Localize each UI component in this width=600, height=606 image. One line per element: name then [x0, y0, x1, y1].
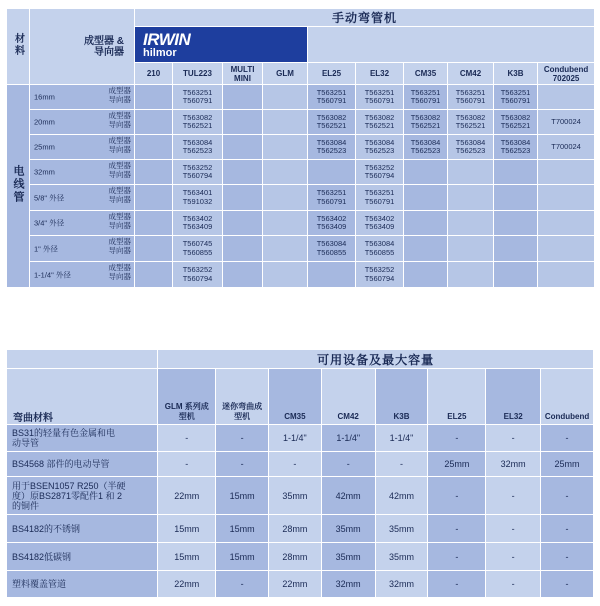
column-header: CM42	[448, 63, 494, 85]
capacity-cell: -	[375, 452, 428, 477]
column-header: EL25	[308, 63, 356, 85]
capacity-cell: -	[541, 477, 594, 515]
part-number-cell	[404, 185, 448, 211]
part-number-cell: T563082 T562521	[356, 110, 404, 135]
part-number-cell	[135, 236, 173, 262]
part-number-cell	[404, 236, 448, 262]
part-number-cell	[308, 262, 356, 288]
column-header: 210	[135, 63, 173, 85]
former-label: 成型器	[108, 86, 131, 95]
capacity-cell: 32mm	[486, 452, 541, 477]
part-number-cell: T563084 T560855	[356, 236, 404, 262]
part-number-cell	[538, 211, 595, 236]
capacity-cell: 28mm	[268, 543, 321, 571]
part-number-cell	[494, 185, 538, 211]
size-label: 20mm	[34, 117, 55, 127]
former-label: 成型器	[108, 111, 131, 120]
size-cell	[30, 185, 135, 211]
role-labels	[109, 187, 132, 204]
capacity-cell: -	[541, 425, 594, 452]
part-number-cell	[263, 85, 308, 110]
capacity-cell: -	[216, 425, 269, 452]
column-header: CM35	[404, 63, 448, 85]
part-number-cell	[135, 160, 173, 185]
capacity-table	[6, 349, 594, 598]
capacity-cell: 22mm	[158, 477, 216, 515]
material-row-label: 塑料覆盖管道	[7, 571, 158, 598]
category-text: 电线管	[12, 165, 24, 204]
capacity-cell: -	[541, 515, 594, 543]
table-row	[7, 211, 595, 236]
column-header: K3B	[494, 63, 538, 85]
capacity-cell: 15mm	[158, 515, 216, 543]
capacity-cell: 15mm	[158, 543, 216, 571]
former-label: 成型器	[108, 136, 131, 145]
part-number-cell	[494, 211, 538, 236]
part-number-cell	[538, 85, 595, 110]
former-label: 成型器	[108, 212, 131, 221]
capacity-cell: -	[486, 543, 541, 571]
part-number-cell	[538, 185, 595, 211]
capacity-cell: -	[268, 452, 321, 477]
capacity-cell: 15mm	[216, 515, 269, 543]
capacity-cell: 15mm	[216, 477, 269, 515]
part-number-cell	[448, 211, 494, 236]
guide-label: 导向器	[108, 169, 131, 179]
capacity-cell: -	[216, 452, 269, 477]
capacity-cell: -	[428, 571, 486, 598]
part-number-cell	[135, 110, 173, 135]
part-number-cell	[494, 160, 538, 185]
column-header: K3B	[375, 369, 428, 425]
capacity-cell: 1-1/4"	[268, 425, 321, 452]
capacity-cell: -	[428, 515, 486, 543]
guide-label: 导向器	[108, 271, 131, 281]
part-number-cell	[538, 160, 595, 185]
part-number-cell	[223, 236, 263, 262]
capacity-cell: -	[541, 543, 594, 571]
guide-label: 导向器	[108, 144, 131, 154]
table-row	[7, 135, 595, 160]
part-number-cell: T563251 T560791	[308, 85, 356, 110]
capacity-cell: -	[158, 452, 216, 477]
capacity-cell: 25mm	[541, 452, 594, 477]
part-number-cell: T563402 T563409	[356, 211, 404, 236]
part-number-cell: T563402 T563409	[173, 211, 223, 236]
capacity-cell: 35mm	[321, 515, 375, 543]
role-labels	[109, 264, 132, 281]
part-number-cell	[135, 211, 173, 236]
part-number-cell	[135, 262, 173, 288]
part-number-cell: T563084 T562523	[173, 135, 223, 160]
irwin-hilmor-logo: IRWIN hilmor	[135, 27, 308, 63]
former-label: 成型器	[108, 161, 131, 170]
category-label	[7, 85, 30, 288]
part-number-cell	[263, 211, 308, 236]
size-cell	[30, 160, 135, 185]
part-number-cell	[448, 236, 494, 262]
column-header: CM42	[321, 369, 375, 425]
capacity-cell: 32mm	[375, 571, 428, 598]
part-number-cell: T563082 T562521	[448, 110, 494, 135]
capacity-cell: -	[428, 477, 486, 515]
guide-label: 导向器	[108, 220, 131, 230]
table-row	[7, 571, 594, 598]
part-number-cell: T563251 T560791	[173, 85, 223, 110]
part-number-cell: T563251 T560791	[404, 85, 448, 110]
guide-label: 导向器	[108, 194, 131, 204]
role-labels	[109, 137, 132, 154]
part-number-cell: T563251 T560791	[356, 185, 404, 211]
column-header: EL32	[486, 369, 541, 425]
part-number-cell	[538, 262, 595, 288]
size-label: 32mm	[34, 167, 55, 177]
part-number-cell	[448, 160, 494, 185]
part-number-cell	[135, 85, 173, 110]
size-cell	[30, 236, 135, 262]
table2-title: 可用设备及最大容量	[158, 350, 594, 369]
size-label: 5/8" 外径	[34, 193, 65, 202]
part-number-cell: T563084 T562523	[494, 135, 538, 160]
capacity-cell: 35mm	[375, 543, 428, 571]
former-label: 成型器	[108, 186, 131, 195]
column-header: 迷你弯曲成 型机	[216, 369, 269, 425]
material-label: 材料	[7, 9, 30, 85]
part-number-cell: T563082 T562521	[308, 110, 356, 135]
table1-title: 手动弯管机	[135, 9, 595, 27]
column-header: Condubend	[541, 369, 594, 425]
size-label: 3/4" 外径	[34, 218, 65, 228]
part-number-cell: T563082 T562521	[173, 110, 223, 135]
capacity-cell: -	[486, 571, 541, 598]
capacity-cell: 42mm	[321, 477, 375, 515]
column-header: GLM 系列成 型机	[158, 369, 216, 425]
part-number-cell: T560745 T560855	[173, 236, 223, 262]
guide-label: 导向器	[108, 94, 131, 104]
part-number-cell	[263, 135, 308, 160]
size-cell	[30, 211, 135, 236]
table-row	[7, 452, 594, 477]
part-number-cell: T700024	[538, 110, 595, 135]
table-row	[7, 236, 595, 262]
capacity-cell: 28mm	[268, 515, 321, 543]
material-row-label: BS4568 部件的电动导管	[7, 452, 158, 477]
capacity-cell: -	[321, 452, 375, 477]
part-number-cell: T563251 T560791	[448, 85, 494, 110]
size-label: 25mm	[34, 142, 55, 152]
role-labels	[109, 238, 132, 255]
part-number-cell	[448, 262, 494, 288]
part-number-cell: T563084 T562523	[404, 135, 448, 160]
material-row-label: BS4182低碳钢	[7, 543, 158, 571]
table-row	[7, 185, 595, 211]
part-number-cell	[223, 160, 263, 185]
material-row-label: BS4182的不锈钢	[7, 515, 158, 543]
capacity-cell: 1-1/4"	[375, 425, 428, 452]
table-row	[7, 85, 595, 110]
guide-label: 导向器	[108, 119, 131, 129]
capacity-cell: -	[486, 515, 541, 543]
part-number-cell	[263, 236, 308, 262]
part-number-cell: T563252 T560794	[173, 160, 223, 185]
part-number-cell	[404, 211, 448, 236]
part-number-cell	[223, 135, 263, 160]
table-row	[7, 515, 594, 543]
part-number-cell	[494, 236, 538, 262]
part-number-cell	[223, 85, 263, 110]
part-number-cell: T563084 T560855	[308, 236, 356, 262]
role-labels	[109, 112, 132, 129]
capacity-cell: -	[486, 425, 541, 452]
part-number-cell: T563252 T560794	[356, 160, 404, 185]
guide-label: 导向器	[108, 245, 131, 255]
column-header: GLM	[263, 63, 308, 85]
capacity-cell: -	[158, 425, 216, 452]
part-number-cell	[135, 185, 173, 211]
former-label: 成型器	[108, 263, 131, 272]
capacity-cell: -	[541, 571, 594, 598]
table-row	[7, 262, 595, 288]
capacity-cell: 1-1/4"	[321, 425, 375, 452]
part-number-cell: T563082 T562521	[494, 110, 538, 135]
capacity-cell: -	[486, 477, 541, 515]
part-number-cell	[404, 160, 448, 185]
capacity-cell: 35mm	[268, 477, 321, 515]
capacity-cell: 22mm	[158, 571, 216, 598]
role-labels	[109, 162, 132, 179]
part-number-cell	[135, 135, 173, 160]
part-number-cell: T563252 T560794	[173, 262, 223, 288]
column-header: EL25	[428, 369, 486, 425]
part-number-cell	[263, 110, 308, 135]
part-number-cell: T563401 T591032	[173, 185, 223, 211]
capacity-cell: 25mm	[428, 452, 486, 477]
part-number-cell	[404, 262, 448, 288]
part-number-cell	[263, 185, 308, 211]
part-number-cell	[223, 110, 263, 135]
table-row	[7, 477, 594, 515]
role-labels	[109, 213, 132, 230]
capacity-cell: 22mm	[268, 571, 321, 598]
column-header: TUL223	[173, 63, 223, 85]
part-number-cell	[223, 211, 263, 236]
column-header: Condubend 702025	[538, 63, 595, 85]
size-label: 1" 外径	[34, 244, 58, 253]
former-guide-corner: 成型器 & 导向器	[30, 9, 135, 85]
table-row	[7, 543, 594, 571]
part-number-cell: T563251 T560791	[356, 85, 404, 110]
material-row-label: BS31的轻量有色金属和电 动导管	[7, 425, 158, 452]
column-header: MULTI MINI	[223, 63, 263, 85]
part-number-cell: T700024	[538, 135, 595, 160]
manual-bender-table	[6, 8, 595, 288]
size-cell	[30, 262, 135, 288]
part-number-cell: T563251 T560791	[494, 85, 538, 110]
part-number-cell	[494, 262, 538, 288]
part-number-cell	[263, 262, 308, 288]
column-header: CM35	[268, 369, 321, 425]
part-number-cell	[263, 160, 308, 185]
part-number-cell: T563084 T562523	[308, 135, 356, 160]
part-number-cell: T563402 T563409	[308, 211, 356, 236]
part-number-cell: T563252 T560794	[356, 262, 404, 288]
part-number-cell: T563084 T562523	[448, 135, 494, 160]
size-cell	[30, 135, 135, 160]
bending-material-label: 弯曲材料	[7, 369, 158, 425]
part-number-cell	[223, 262, 263, 288]
part-number-cell: T563251 T560791	[308, 185, 356, 211]
material-row-label: 用于BSEN1057 R250（半硬 度）原BS2871零配件1 和 2 的铜件	[7, 477, 158, 515]
table-row	[7, 160, 595, 185]
part-number-cell	[448, 185, 494, 211]
part-number-cell	[538, 236, 595, 262]
size-cell	[30, 85, 135, 110]
capacity-cell: 15mm	[216, 543, 269, 571]
capacity-cell: 35mm	[321, 543, 375, 571]
capacity-cell: -	[428, 543, 486, 571]
role-labels	[109, 87, 132, 104]
table-row	[7, 110, 595, 135]
capacity-cell: 32mm	[321, 571, 375, 598]
size-cell	[30, 110, 135, 135]
column-header: EL32	[356, 63, 404, 85]
capacity-cell: 42mm	[375, 477, 428, 515]
table-row	[7, 425, 594, 452]
capacity-cell: -	[428, 425, 486, 452]
former-label: 成型器	[108, 237, 131, 246]
capacity-cell: -	[216, 571, 269, 598]
capacity-cell: 35mm	[375, 515, 428, 543]
part-number-cell: T563082 T562521	[404, 110, 448, 135]
part-number-cell	[308, 160, 356, 185]
size-label: 1-1/4" 外径	[34, 270, 71, 279]
size-label: 16mm	[34, 92, 55, 102]
part-number-cell	[223, 185, 263, 211]
part-number-cell: T563084 T562523	[356, 135, 404, 160]
